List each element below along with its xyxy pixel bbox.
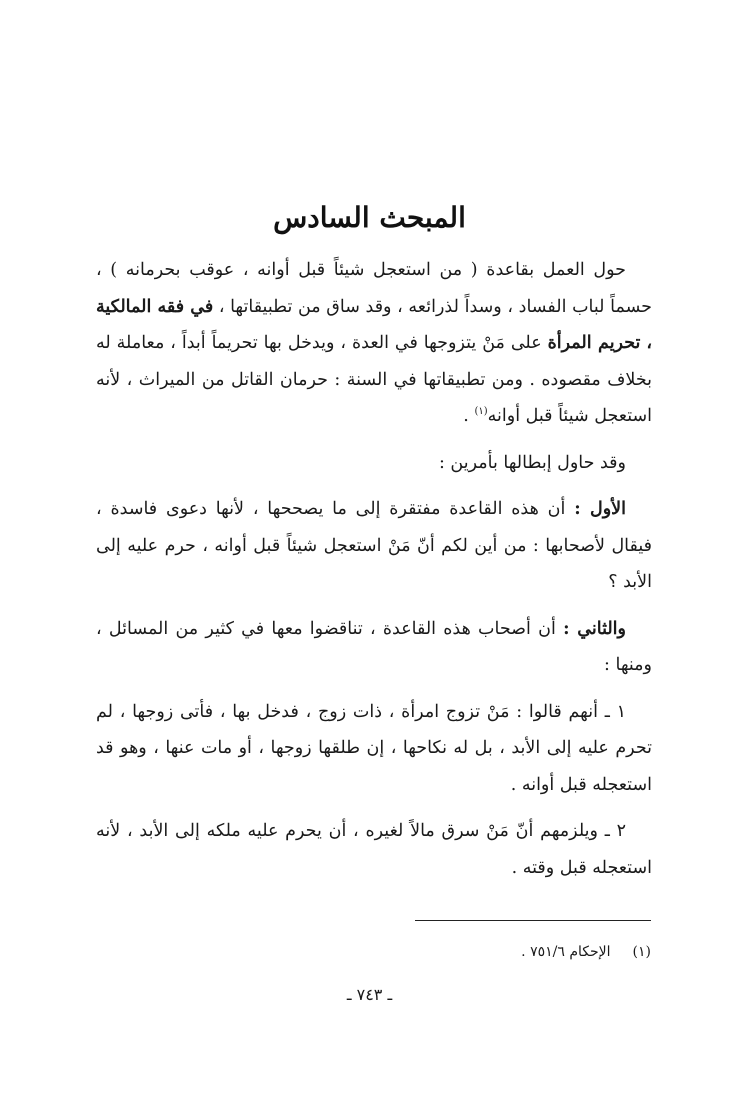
- intro-bold-fiqh: في فقه المالكية ،: [96, 296, 652, 353]
- second-argument-label: والثاني :: [563, 618, 626, 639]
- second-argument-text: أن أصحاب هذه القاعدة ، تناقضوا معها في كثير من المسائل ، ومنها :: [96, 618, 652, 675]
- first-argument: [96, 491, 652, 601]
- intro-text-2: على مَنْ يتزوجها في العدة ، ويدخل بها تحريماً أبداً ، معاملة له بخلاف مقصوده . ومن تطبيقاتها في السنة : حرمان القاتل من الميراث ، لأنه استعجل شيئاً قبل أوانه: [96, 333, 652, 426]
- intro-paragraph: [96, 252, 652, 435]
- list-item-2: ٢ ـ ويلزمهم أنّ مَنْ سرق مالاً لغيره ، أن يحرم عليه ملكه إلى الأبد ، لأنه استعجله قبل وقته .: [96, 821, 652, 878]
- footnote-divider: [415, 920, 651, 921]
- first-argument-text: أن هذه القاعدة مفتقرة إلى ما يصححها ، لأنها دعوى فاسدة ، فيقال لأصحابها : من أين لكم أنّ مَنْ استعجل شيئاً قبل أوانه ، حرم عليه إلى الأبد ؟: [96, 499, 652, 592]
- footnote: [95, 940, 651, 964]
- intro-text-1: حول العمل بقاعدة ( من استعجل شيئاً قبل أوانه ، عوقب بحرمانه ) ، حسماً لباب الفساد ، وسداً لذرائعه ، وقد ساق من تطبيقاتها ،: [96, 260, 652, 317]
- refutation-intro: وقد حاول إبطالها بأمرين :: [438, 452, 626, 473]
- page-number: ـ ٧٤٣ ـ: [346, 985, 393, 1004]
- second-argument: [96, 611, 652, 684]
- section-heading: المبحث السادس: [273, 201, 466, 234]
- list-item-1: ١ ـ أنهم قالوا : مَنْ تزوج امرأة ، ذات زوج ، فدخل بها ، فأتى زوجها ، لم تحرم عليه إلى الأبد ، بل له نكاحها ، إن طلقها زوجها ، أو مات عنها ، وهو قد استعجله قبل أوانه .: [96, 701, 652, 795]
- body-text: [96, 252, 652, 886]
- intro-bold-tahrim: تحريم المرأة: [547, 333, 641, 353]
- first-argument-label: الأول :: [574, 499, 626, 519]
- footnote-text: الإحكام ٧٥١/٦ .: [521, 944, 611, 960]
- intro-text-3: .: [463, 406, 475, 426]
- footnote-reference[interactable]: (١): [474, 406, 488, 418]
- footnote-number: (١): [632, 944, 651, 960]
